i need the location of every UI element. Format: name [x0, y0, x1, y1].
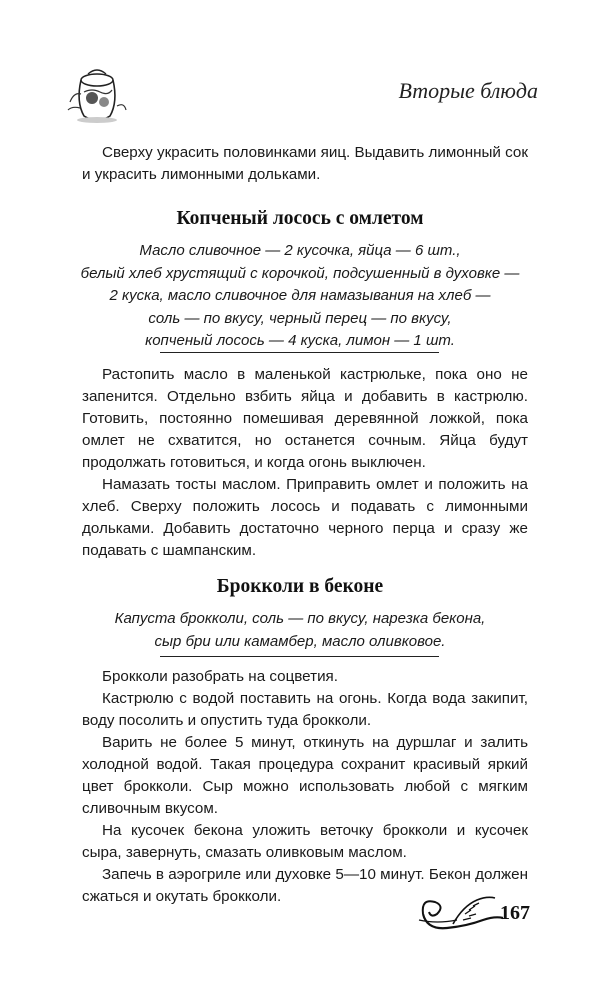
- paragraph: Варить не более 5 минут, откинуть на дуршлаг и залить холодной водой. Такая процедура сохранит красивый яркий цвет брокколи. Сыр можно использовать любой с мягким сливочным вкусом.: [82, 734, 528, 817]
- paragraph: Растопить масло в маленькой кастрюльке, пока оно не запенится. Отдельно взбить яйца и добавить в кастрюлю. Готовить, постоянно помешивая деревянной ложкой, пока омлет не схватится, но останется сочным. Яйца будут продолжать готовиться, и когда огонь выключен.: [82, 366, 528, 471]
- recipe-directions: [82, 364, 528, 562]
- section-title: Вторые блюда: [398, 78, 538, 103]
- ingredients-list: [62, 240, 538, 353]
- ingredients-line: 2 куска, масло сливочное для намазывания на хлеб —: [109, 287, 491, 304]
- paragraph: Кастрюлю с водой поставить на огонь. Когда вода закипит, воду посолить и опустить туда брокколи.: [82, 690, 528, 729]
- recipe-title: Копченый лосось с омлетом: [176, 208, 424, 229]
- swirl-ornament-icon: [417, 884, 507, 936]
- pot-illustration-icon: [62, 62, 132, 126]
- ingredients-line: копченый лосось — 4 куска, лимон — 1 шт.: [145, 332, 455, 349]
- page-number: 167: [500, 902, 530, 924]
- paragraph: Сверху украсить половинками яиц. Выдавить лимонный сок и украсить лимонными дольками.: [82, 144, 528, 183]
- ingredients-line: Масло сливочное — 2 кусочка, яйца — 6 шт.,: [139, 242, 461, 259]
- recipe-directions: [82, 666, 528, 908]
- ingredients-line: белый хлеб хрустящий с корочкой, подсушенный в духовке —: [80, 264, 520, 282]
- divider: [160, 352, 439, 353]
- ingredients-line: соль — по вкусу, черный перец — по вкусу,: [148, 309, 452, 327]
- recipe-title: Брокколи в беконе: [216, 576, 384, 597]
- paragraph: Запечь в аэрогриле или духовке 5—10 минут. Бекон должен сжаться и окутать брокколи.: [82, 866, 528, 905]
- paragraph: На кусочек бекона уложить веточку брокколи и кусочек сыра, завернуть, смазать оливковым маслом.: [82, 822, 528, 861]
- ingredients-list: [62, 608, 538, 653]
- ingredients-line: Капуста брокколи, соль — по вкусу, нарезка бекона,: [114, 610, 486, 627]
- paragraph: Брокколи разобрать на соцветия.: [102, 668, 338, 685]
- divider: [160, 656, 439, 657]
- paragraph: Намазать тосты маслом. Приправить омлет и положить на хлеб. Сверху положить лосось и подавать с лимонными дольками. Добавить достаточно черного перца и сразу же подавать с шампанским.: [82, 476, 528, 559]
- intro-text: [82, 142, 528, 186]
- ingredients-line: сыр бри или камамбер, масло оливковое.: [154, 632, 446, 650]
